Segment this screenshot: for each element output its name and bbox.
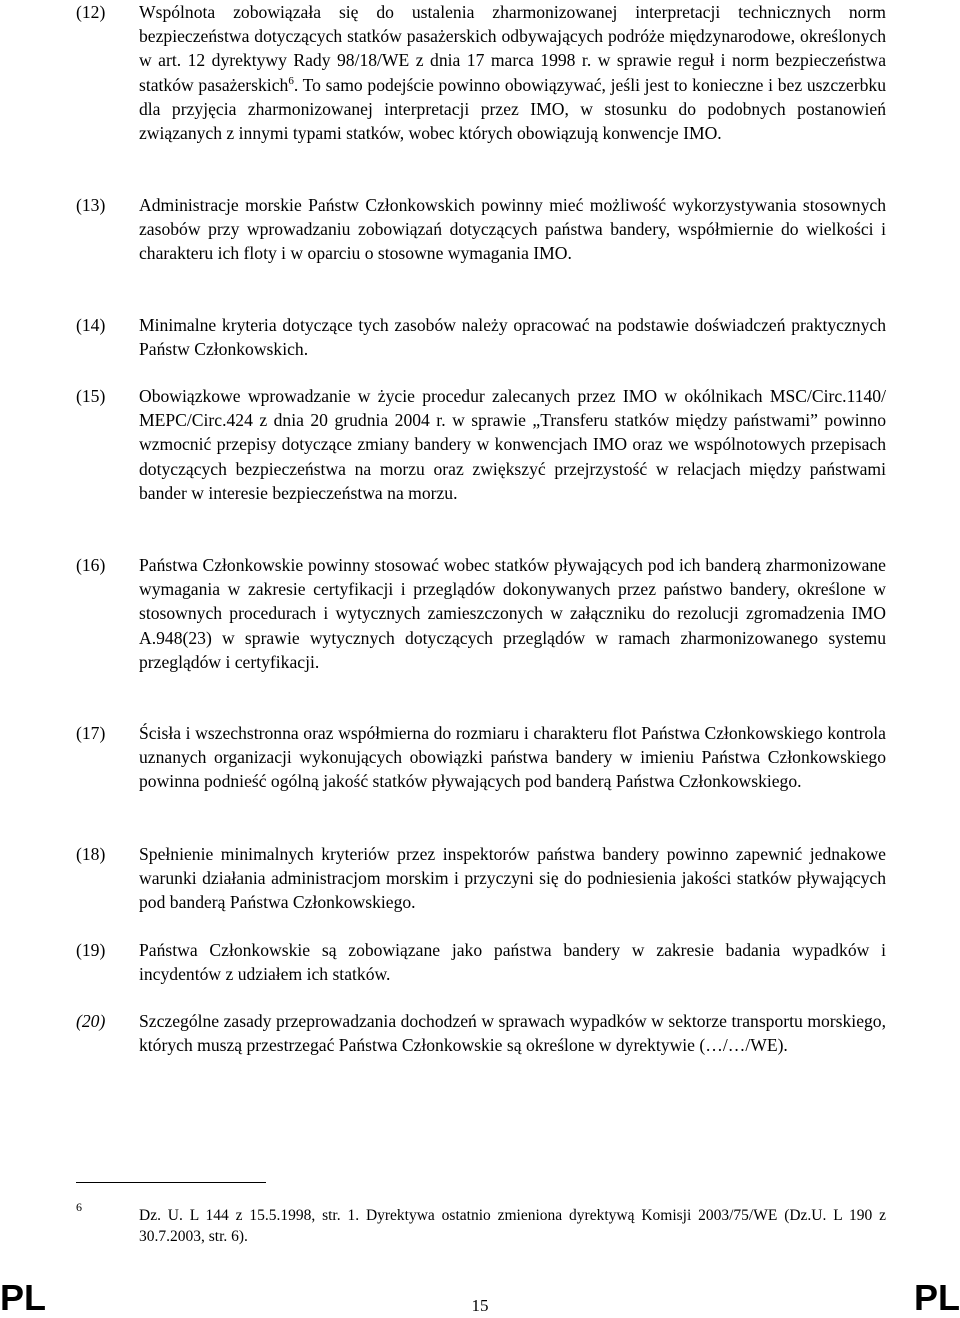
paragraph-number: (20) <box>76 1011 106 1031</box>
paragraph-17 <box>76 721 886 794</box>
paragraph-12 <box>76 0 886 145</box>
paragraph-number: (17) <box>76 723 106 743</box>
paragraph-text: Obowiązkowe wprowadzanie w życie procedur zalecanych przez IMO w okólnikach MSC/Circ.1140/ MEPC/Circ.424 z dnia 20 grudnia 2004 r. w sprawie „Transferu statków między państwami” powinno wzmocnić przepisy dotyczące zmiany bandery w konwencjach IMO oraz we wspólnotowych przepisach dotyczących bezpieczeństwa na morzu oraz zwiększyć przejrzystość w relacjach między państwami bander w interesie bezpieczeństwa na morzu. <box>139 386 886 503</box>
paragraph-number: (12) <box>76 2 106 22</box>
paragraph-13 <box>76 193 886 266</box>
paragraph-number: (14) <box>76 315 106 335</box>
paragraph-text: Spełnienie minimalnych kryteriów przez inspektorów państwa bandery powinno zapewnić jednakowe warunki działania administracjom morskim i przyczyni się do podniesienia jakości statków pływających pod banderą Państwa Członkowskiego. <box>139 844 886 913</box>
paragraph-number: (15) <box>76 386 106 406</box>
paragraph-16 <box>76 553 886 674</box>
paragraph-19 <box>76 938 886 986</box>
language-code-left: PL <box>0 1277 47 1318</box>
paragraph-number: (18) <box>76 844 106 864</box>
paragraph-text: Ścisła i wszechstronna oraz współmierna do rozmiaru i charakteru flot Państwa Członkowskiego kontrola uznanych organizacji wykonujących obowiązki państwa bandery w imieniu Państwa Członkowskiego powinna podnieść ogólną jakość statków pływających pod banderą Państwa Członkowskiego. <box>139 723 886 792</box>
paragraph-number: (16) <box>76 555 106 575</box>
paragraph-20 <box>76 1009 886 1057</box>
page-number: 15 <box>471 1296 489 1315</box>
paragraph-text: Administracje morskie Państw Członkowskich powinny mieć możliwość wykorzystywania stosownych zasobów przy wprowadzaniu zobowiązań dotyczących państwa bandery, współmiernie do wielkości i charakteru ich floty i w oparciu o stosowne wymagania IMO. <box>139 195 886 264</box>
footnote-divider <box>76 1182 266 1183</box>
footnote-reference[interactable]: 6 <box>288 74 294 87</box>
paragraph-18 <box>76 842 886 915</box>
paragraph-text: Szczególne zasady przeprowadzania dochodzeń w sprawach wypadków w sektorze transportu morskiego, których muszą przestrzegać Państwa Członkowskie są określone w dyrektywie (…/…/WE). <box>139 1011 886 1056</box>
footnote <box>76 1200 886 1247</box>
paragraph-text: Państwa Członkowskie powinny stosować wobec statków pływających pod ich banderą zharmonizowane wymagania w zakresie certyfikacji i przeglądów dokonywanych przez państwo bandery, określone w stosownych procedurach i wytycznych zamieszczonych w załączniku do rezolucji zgromadzenia IMO A.948(23) w sprawie wytycznych dotyczących przeglądów w ramach zharmonizowanego systemu przeglądów i certyfikacji. <box>139 555 886 672</box>
paragraph-number: (13) <box>76 195 106 215</box>
paragraph-text <box>139 0 886 145</box>
paragraph-14 <box>76 313 886 361</box>
paragraph-number: (19) <box>76 940 106 960</box>
language-code-right: PL <box>913 1277 960 1318</box>
paragraph-text-part: Wspólnota zobowiązała się do ustalenia zharmonizowanej interpretacji technicznych norm bezpieczeństwa dotyczących statków pasażerskich odbywających podróże międzynarodowe, określonych w art. 12 dyrektywy Rady 98/18/WE z dnia 17 marca 1998 r. w sprawie reguł i norm bezpieczeństwa statków pasażerskich <box>139 2 886 95</box>
footnote-number: 6 <box>76 1200 82 1214</box>
paragraph-text-part: . To samo podejście powinno obowiązywać, jeśli jest to konieczne i bez uszczerbku dla przyjęcia zharmonizowanej interpretacji przez IMO, w stosunku do podobnych postanowień związanych z innymi typami statków, wobec których obowiązują konwencje IMO. <box>139 74 886 144</box>
paragraph-text: Minimalne kryteria dotyczące tych zasobów należy opracować na podstawie doświadczeń praktycznych Państw Członkowskich. <box>139 315 886 360</box>
footnote-text: Dz. U. L 144 z 15.5.1998, str. 1. Dyrektywa ostatnio zmieniona dyrektywą Komisji 2003/75/WE (Dz.U. L 190 z 30.7.2003, str. 6). <box>139 1207 886 1245</box>
paragraph-text: Państwa Członkowskie są zobowiązane jako państwa bandery w zakresie badania wypadków i incydentów z udziałem ich statków. <box>139 940 886 985</box>
paragraph-15 <box>76 384 886 505</box>
